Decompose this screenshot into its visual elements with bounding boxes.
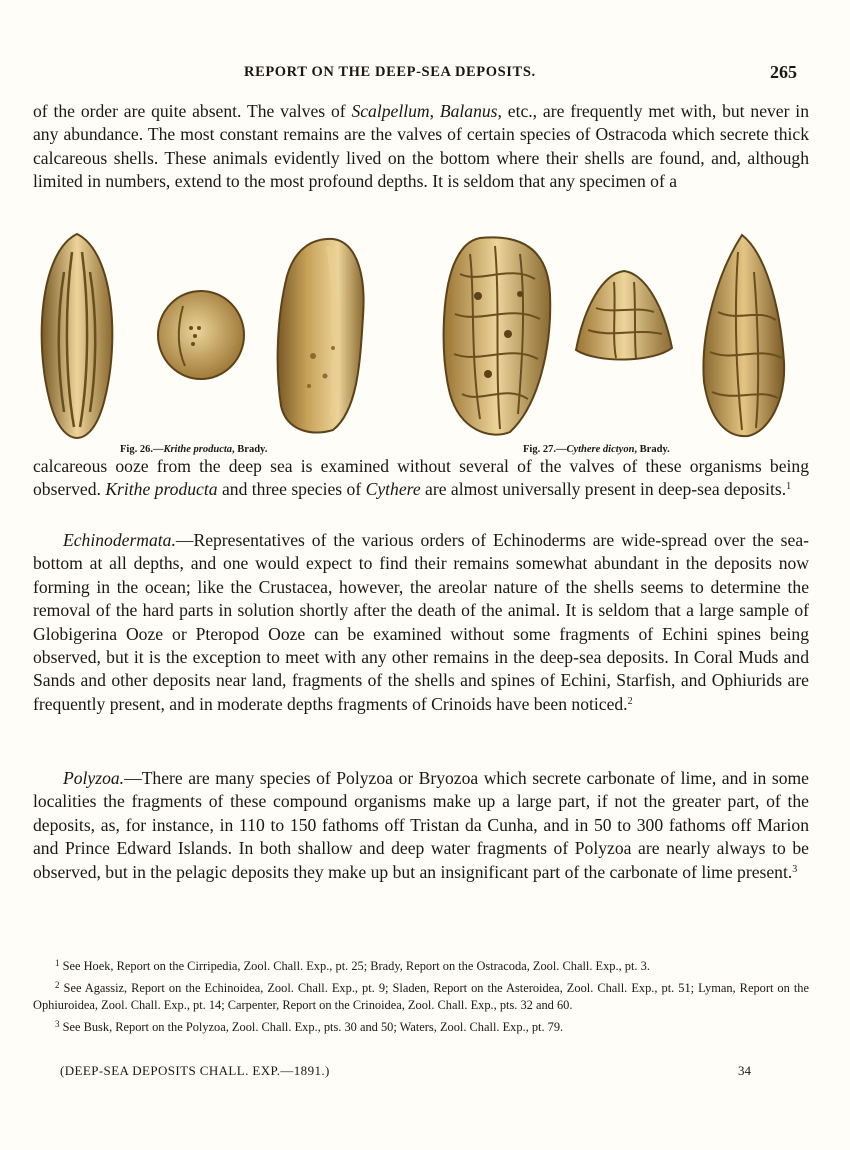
italic-genus-scalpellum: Scalpellum [351,101,430,121]
footnote-text: See Hoek, Report on the Cirripedia, Zool. Chall. Exp., pt. 25; Brady, Report on the Ostracoda, Zool. Chall. Exp., pt. 3. [62,959,650,973]
figure-26-caption [120,444,267,455]
signature-number: 34 [738,1063,751,1078]
paragraph-echinodermata [33,529,809,716]
figure-26-label: Fig. 26.— [120,444,164,455]
figure-26-species: Krithe producta [163,444,233,455]
italic-genus-cythere: Cythere [365,479,421,500]
krithe-specimen-2 [155,288,247,382]
figures-plate [30,230,820,455]
footnote [33,977,809,1014]
footnote [33,955,809,975]
footnote-ref-1: 1 [786,481,792,493]
cythere-specimen-2 [574,268,674,366]
italic-species-krithe: Krithe producta [105,479,218,500]
footnote-number: 2 [55,980,60,990]
signature-line [60,1063,770,1079]
footnote-number: 1 [55,958,60,968]
text-run: , etc., are frequently met with, but never in any abundance. The most constant remains are the valves of certain species of Ostracoda which secrete thick calcareous shells. These animals evidently lived on the bottom where their shells are found, and, although limited in numbers, extend to the most profound depths. It is seldom that any specimen of a [33,101,809,192]
paragraph-ostracoda [33,100,809,194]
text-run: of the order are quite absent. The valves of [33,101,352,121]
footnote-number: 3 [55,1019,60,1029]
footnote-text: See Agassiz, Report on the Echinoidea, Zool. Chall. Exp., pt. 9; Sladen, Report on the Asteroidea, Zool. Chall. Exp., pt. 51; Lyman, Report on the Ophiuroidea, Zool. Chall. Exp., pt. 14; Carpenter, Report on the Crinoidea, Zool. Chall. Exp., pts. 32 and 60. [33,981,809,1012]
page-header [0,62,850,86]
cythere-specimen-3 [698,232,788,440]
figure-27-caption [523,444,670,455]
footnote-ref-3: 3 [792,863,798,875]
text-run: —There are many species of Polyzoa or Bryozoa which secrete carbonate of lime, and in some localities the fragments of these compound organisms make up a large part, if not the greater part, of the deposits, as, for instance, in 110 to 150 fathoms off Tristan da Cunha, and in 50 to 300 fathoms off Marion and Prince Edward Islands. In both shallow and deep water fragments of Polyzoa are nearly always to be observed, but in the pelagic deposits they make up but an insignificant part of the carbonate of lime present. [33,768,809,882]
italic-genus-balanus: Balanus [439,101,498,121]
figure-27-author: , Brady. [634,444,670,455]
figure-27-species: Cythere dictyon [566,444,635,455]
text-run: calcareous ooze from the deep sea is examined without several of the valves of these organisms being observed. [33,456,809,500]
running-head: REPORT ON THE DEEP-SEA DEPOSITS. [244,64,536,80]
page-number: 265 [770,62,797,82]
krithe-specimen-3 [273,236,369,436]
section-heading-echinodermata: Echinodermata. [63,530,176,550]
figure-26-author: , Brady. [232,444,268,455]
footnotes [33,955,809,1038]
paragraph-krithe [33,455,809,502]
figure-27-label: Fig. 27.— [523,444,567,455]
section-heading-polyzoa: Polyzoa. [63,768,125,788]
footnote-ref-2: 2 [627,695,633,707]
footnote-text: See Busk, Report on the Polyzoa, Zool. Chall. Exp., pts. 30 and 50; Waters, Zool. Chall. Exp., pt. 79. [62,1020,564,1034]
text-run: and three species of [217,479,366,500]
text-run: , [429,101,440,121]
text-run: —Representatives of the various orders of Echinoderms are wide-spread over the sea-bottom at all depths, and one would expect to find their remains somewhat abundant in the deposits now forming in the ocean; like the Crustacea, however, the areolar nature of the shells seems to determine the removal of the hard parts in solution shortly after the death of the animal. It is seldom that a large sample of Globigerina Ooze or Pteropod Ooze can be examined without some fragments of Echini spines being observed, but it is the exception to meet with any other remains in the deep-sea deposits. In Coral Muds and Sands and other deposits near land, fragments of the shells and spines of Echini, Starfish, and Ophiurids are frequently present, and in moderate depths fragments of Crinoids have been noticed. [33,530,809,714]
signature-text: (DEEP-SEA DEPOSITS CHALL. EXP.—1891.) [60,1063,330,1078]
krithe-specimen-1 [34,232,120,440]
cythere-specimen-1 [440,234,552,438]
paragraph-polyzoa [33,767,809,884]
footnote [33,1016,809,1036]
text-run: are almost universally present in deep-sea deposits. [420,479,787,500]
